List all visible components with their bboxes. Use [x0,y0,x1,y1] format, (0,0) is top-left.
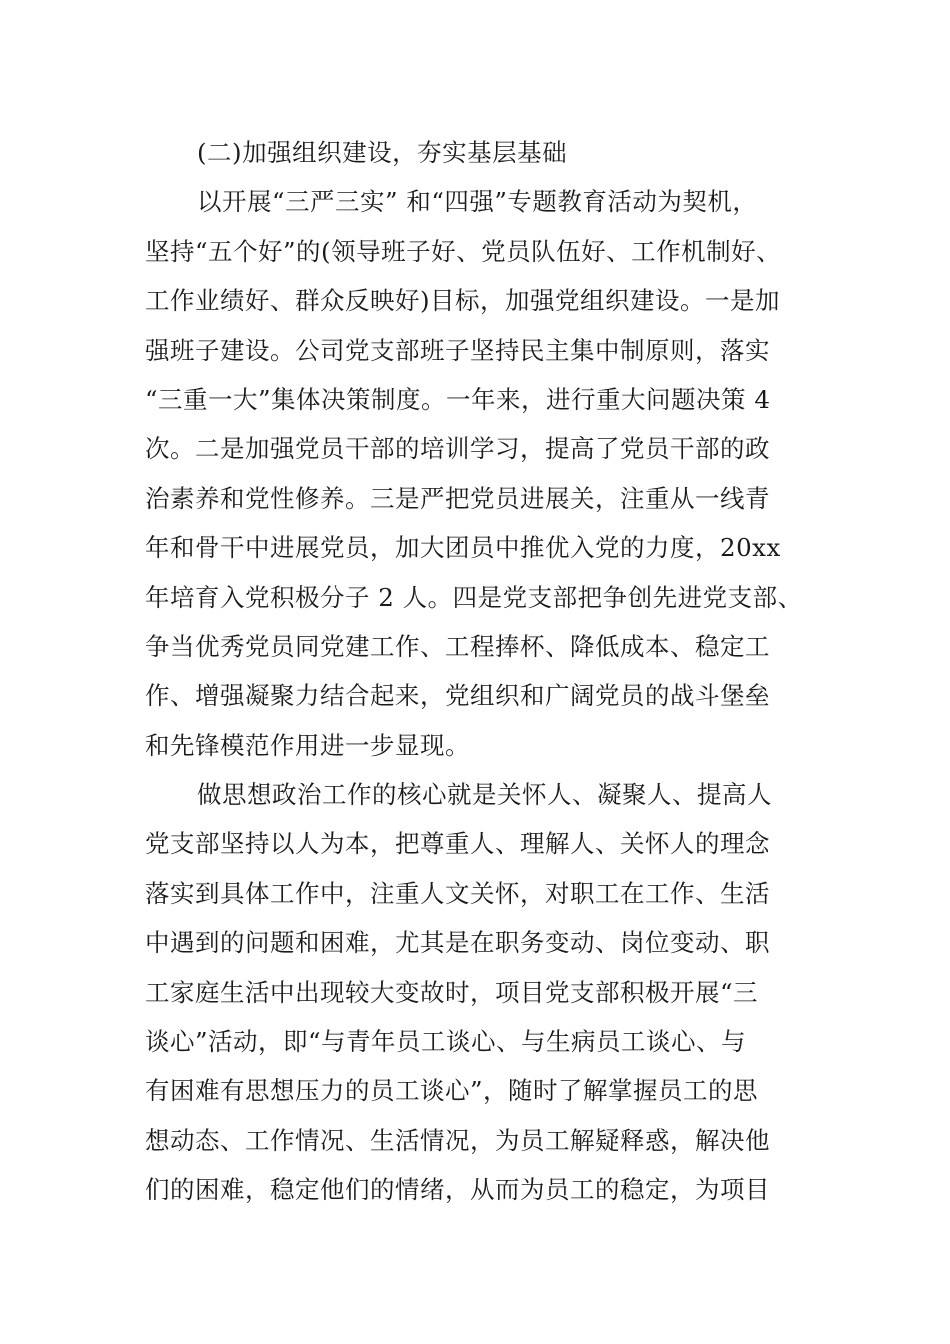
paragraph-line: 想动态、工作情况、生活情况，为员工解疑释惑，解决他 [145,1125,770,1155]
paragraph-line: “三重一大”集体决策制度。一年来，进行重大问题决策 4 [145,384,771,414]
paragraph-line: 以开展“三严三实” 和“四强”专题教育活动为契机， [197,187,758,217]
paragraph-line: 和先锋模范作用进一步显现。 [145,730,470,760]
paragraph-2 [145,770,845,1215]
paragraph-line: 次。二是加强党员干部的培训学习，提高了党员干部的政 [145,434,770,464]
paragraph-line: 落实到具体工作中，注重人文关怀，对职工在工作、生活 [145,878,770,908]
paragraph-line: 中遇到的问题和困难，尤其是在职务变动、岗位变动、职 [145,928,770,958]
paragraph-line: 年培育入党积极分子 2 人。四是党支部把争创先进党支部、 [145,582,803,612]
paragraph-line: 坚持“五个好”的(领导班子好、党员队伍好、工作机制好、 [145,236,782,266]
paragraph-line: 强班子建设。公司党支部班子坚持民主集中制原则，落实 [145,335,770,365]
paragraph-line: 党支部坚持以人为本，把尊重人、理解人、关怀人的理念 [145,829,770,859]
paragraph-line: 工作业绩好、群众反映好)目标，加强党组织建设。一是加 [145,286,781,316]
document-body [145,128,845,1215]
paragraph-line: 年和骨干中进展党员，加大团员中推优入党的力度，20xx [145,533,781,563]
paragraph-line: 做思想政治工作的核心就是关怀人、凝聚人、提高人 [197,780,772,810]
paragraph-line: 治素养和党性修养。三是严把党员进展关，注重从一线青 [145,483,770,513]
paragraph-line: 工家庭生活中出现较大变故时，项目党支部积极开展“三 [145,977,759,1007]
paragraph-1 [145,177,845,770]
paragraph-line: 谈心”活动，即“与青年员工谈心、与生病员工谈心、与 [145,1027,747,1057]
paragraph-line: 作、增强凝聚力结合起来，党组织和广阔党员的战斗堡垒 [145,681,770,711]
section-heading: (二)加强组织建设，夯实基层基础 [197,138,568,167]
paragraph-line: 有困难有思想压力的员工谈心”，随时了解掌握员工的思 [145,1076,759,1106]
paragraph-line: 争当优秀党员同党建工作、工程捧杯、降低成本、稳定工 [145,631,770,661]
paragraph-line: 们的困难，稳定他们的情绪，从而为员工的稳定，为项目 [145,1175,770,1205]
